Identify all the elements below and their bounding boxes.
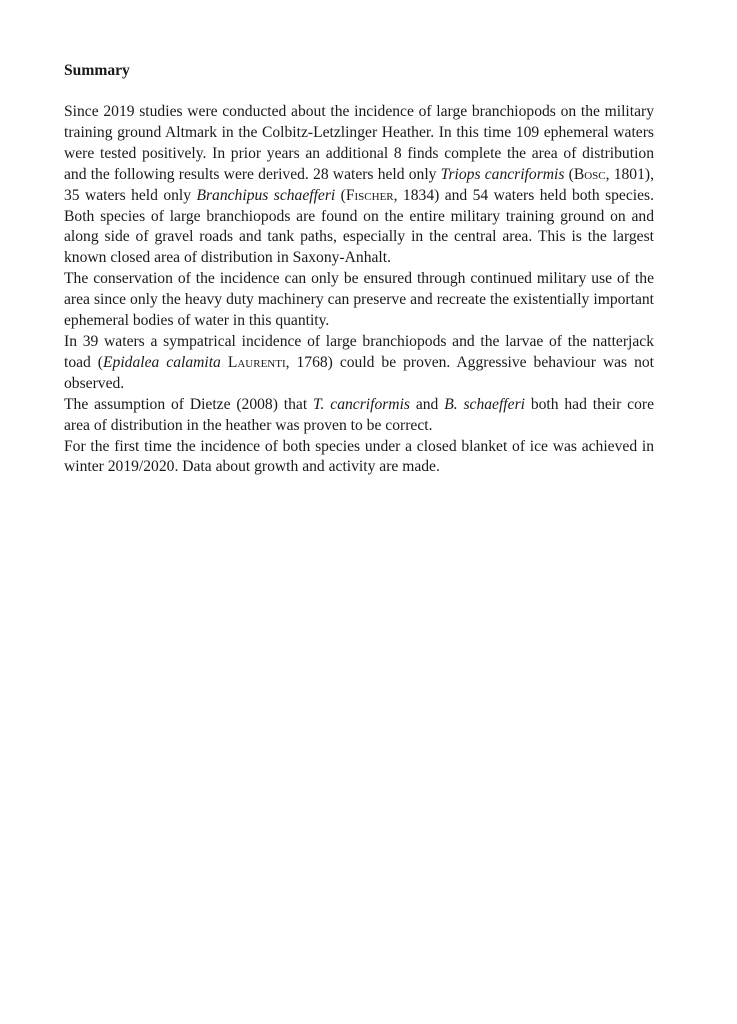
p3-text-c xyxy=(221,354,228,371)
p3-species-epidalea: Epidalea calamita xyxy=(103,353,221,371)
p3-text-e: , 1768) could be proven. Aggressive behaviour was not observed. xyxy=(64,353,654,392)
p4-text-c: and xyxy=(409,395,445,413)
paragraph-4 xyxy=(64,395,654,437)
p4-species-t-cancriformis: T. cancriformis xyxy=(313,395,410,413)
section-heading: Summary xyxy=(64,62,130,79)
p4-text-a: The assumption of Dietze (2008) that xyxy=(64,395,314,413)
p1-author-fischer: Fischer xyxy=(345,186,394,204)
p3-text-a: In 39 waters a sympatrical incidence of large branchiopods and the larvae of the natterjack toad ( xyxy=(64,332,654,371)
p1-text-c: ( xyxy=(564,165,574,183)
paragraph-2: The conservation of the incidence can only be ensured through continued military use of the area since only the heavy duty machinery can preserve and recreate the existentially important ephemeral bodies of water in this quantity. xyxy=(64,270,654,330)
p1-author-bosc: Bosc xyxy=(573,165,606,183)
paragraph-3 xyxy=(64,332,654,395)
p1-text-i: , 1834) and 54 waters held both species. Both species of large branchiopods are found on the entire military training ground on and along side of gravel roads and tank paths, especially in the central area. This is the largest known closed area of distribution in Saxony-Anhalt. xyxy=(64,186,654,267)
p1-species-branchipus: Branchipus schaefferi xyxy=(196,186,336,204)
p4-text-e: both had their core area of distribution in the heather was proven to be correct. xyxy=(64,395,655,434)
p4-species-b-schaefferi: B. schaefferi xyxy=(444,395,525,413)
p3-author-laurenti: Laurenti xyxy=(227,353,286,371)
p1-text-e: , 1801), 35 waters held only xyxy=(64,165,654,204)
paragraph-5: For the first time the incidence of both species under a closed blanket of ice was achieved in winter 2019/2020. Data about growth and activity are made. xyxy=(64,437,654,476)
p1-species-triops: Triops cancriformis xyxy=(440,165,565,183)
summary-section xyxy=(64,61,654,478)
p1-text-g: ( xyxy=(335,186,346,204)
paragraph-1 xyxy=(64,102,654,269)
p1-text-a: Since 2019 studies were conducted about the incidence of large branchiopods on the military training ground Altmark in the Colbitz-Letzlinger Heather. In this time 109 ephemeral waters were tested positively. In prior years an additional 8 finds complete the area of distribution and the following results were derived. 28 waters held only xyxy=(64,103,654,183)
